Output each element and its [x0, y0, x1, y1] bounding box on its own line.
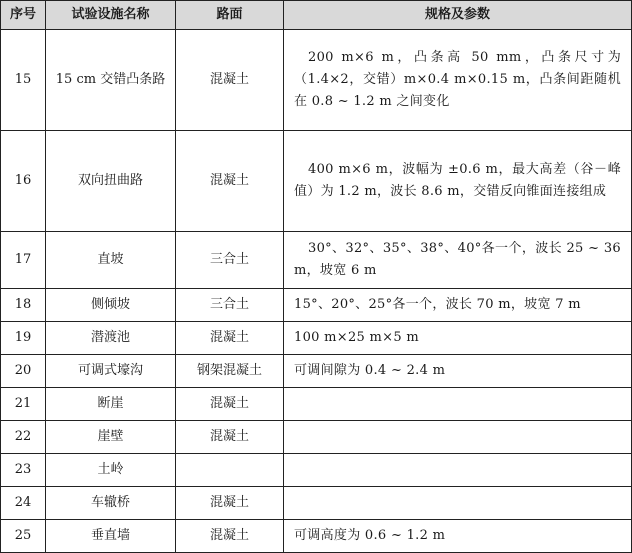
cell-facility-name: 潜渡池: [46, 322, 176, 355]
table-row: [1, 454, 632, 487]
cell-serial-number: 15: [1, 30, 46, 131]
cell-spec-params: [284, 232, 632, 289]
cell-spec-params: [284, 30, 632, 131]
header-spec-params: 规格及参数: [284, 1, 632, 30]
table-row: [1, 289, 632, 322]
cell-spec-params: 可调高度为 0.6 ~ 1.2 m: [284, 520, 632, 553]
cell-serial-number: 16: [1, 131, 46, 232]
cell-road-surface: 混凝土: [176, 487, 284, 520]
cell-facility-name: 断崖: [46, 388, 176, 421]
table-row: [1, 388, 632, 421]
cell-facility-name: 车辙桥: [46, 487, 176, 520]
table-row: [1, 131, 632, 232]
spec-text: 200 m×6 m，凸条高 50 mm，凸条尺寸为（1.4×2，交错）m×0.4 m×0.15 m，凸条间距随机在 0.8 ~ 1.2 m 之间变化: [294, 50, 621, 109]
cell-facility-name: 15 cm 交错凸条路: [46, 30, 176, 131]
cell-spec-params: [284, 388, 632, 421]
cell-facility-name: 崖壁: [46, 421, 176, 454]
cell-facility-name: 土岭: [46, 454, 176, 487]
cell-serial-number: 24: [1, 487, 46, 520]
cell-road-surface: 三合土: [176, 289, 284, 322]
cell-road-surface: 钢架混凝土: [176, 355, 284, 388]
table-row: [1, 520, 632, 553]
cell-serial-number: 19: [1, 322, 46, 355]
cell-spec-params: [284, 421, 632, 454]
table-row: [1, 322, 632, 355]
cell-spec-params: 15°、20°、25°各一个，波长 70 m，坡宽 7 m: [284, 289, 632, 322]
cell-road-surface: 混凝土: [176, 131, 284, 232]
header-serial-number: 序号: [1, 1, 46, 30]
cell-facility-name: 直坡: [46, 232, 176, 289]
spec-text: 400 m×6 m，波幅为 ±0.6 m，最大高差（谷－峰值）为 1.2 m，波长 8.6 m，交错反向锥面连接组成: [294, 162, 621, 199]
cell-road-surface: [176, 454, 284, 487]
table-row: [1, 355, 632, 388]
cell-facility-name: 可调式壕沟: [46, 355, 176, 388]
cell-spec-params: 100 m×25 m×5 m: [284, 322, 632, 355]
cell-serial-number: 20: [1, 355, 46, 388]
cell-serial-number: 21: [1, 388, 46, 421]
cell-serial-number: 18: [1, 289, 46, 322]
cell-road-surface: 混凝土: [176, 388, 284, 421]
cell-road-surface: 混凝土: [176, 322, 284, 355]
cell-road-surface: 三合土: [176, 232, 284, 289]
spec-text: 30°、32°、35°、38°、40°各一个，波长 25 ~ 36 m，坡宽 6 m: [294, 241, 621, 278]
table-row: [1, 421, 632, 454]
cell-spec-params: 可调间隙为 0.4 ~ 2.4 m: [284, 355, 632, 388]
table-row: [1, 30, 632, 131]
table-row: [1, 487, 632, 520]
cell-road-surface: 混凝土: [176, 421, 284, 454]
cell-serial-number: 22: [1, 421, 46, 454]
cell-facility-name: 双向扭曲路: [46, 131, 176, 232]
table-row: [1, 232, 632, 289]
cell-spec-params: [284, 454, 632, 487]
cell-facility-name: 侧倾坡: [46, 289, 176, 322]
table-header-row: [1, 1, 632, 30]
cell-serial-number: 25: [1, 520, 46, 553]
cell-facility-name: 垂直墙: [46, 520, 176, 553]
cell-road-surface: 混凝土: [176, 30, 284, 131]
cell-serial-number: 17: [1, 232, 46, 289]
cell-spec-params: [284, 131, 632, 232]
header-road-surface: 路面: [176, 1, 284, 30]
header-facility-name: 试验设施名称: [46, 1, 176, 30]
cell-road-surface: 混凝土: [176, 520, 284, 553]
cell-spec-params: [284, 487, 632, 520]
cell-serial-number: 23: [1, 454, 46, 487]
